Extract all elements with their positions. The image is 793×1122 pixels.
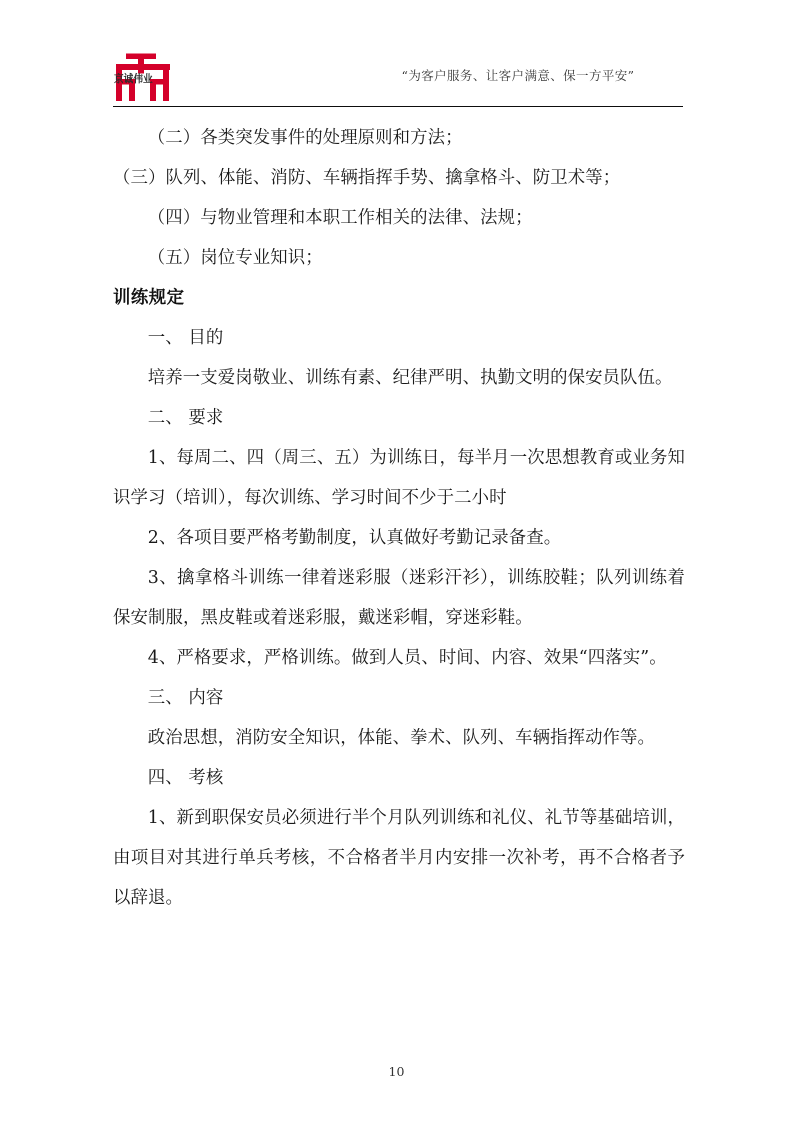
item-5: （五）岗位专业知识； [147, 248, 323, 268]
exam-1: 1、新到职保安员必须进行半个月队列训练和礼仪、礼节等基础培训，由项目对其进行单兵考核，不合格者半月内安排一次补考，再不合格者予以辞退。 [113, 808, 685, 908]
sub-3-body: 政治思想，消防安全知识，体能、拳术、队列、车辆指挥动作等。 [147, 728, 656, 748]
item-2: （二）各类突发事件的处理原则和方法； [147, 128, 463, 148]
item-3: （三）队列、体能、消防、车辆指挥手势、擒拿格斗、防卫术等； [113, 168, 621, 188]
sub-2-title: 二、 要求 [147, 408, 224, 428]
sub-3-title: 三、 内容 [147, 688, 224, 708]
req-2: 2、各项目要严格考勤制度，认真做好考勤记录备查。 [147, 528, 562, 548]
section-heading: 训练规定 [113, 288, 185, 308]
header-divider [113, 106, 683, 107]
page-header [113, 52, 683, 104]
page-number: 10 [388, 1064, 405, 1079]
company-name-text: 京诚伟业 [114, 73, 153, 85]
sub-4-title: 四、 考核 [147, 768, 224, 788]
company-logo [113, 52, 175, 102]
req-1: 1、每周二、四（周三、五）为训练日，每半月一次思想教育或业务知识学习（培训），每次训练、学习时间不少于二小时 [113, 448, 685, 508]
req-4: 4、严格要求，严格训练。做到人员、时间、内容、效果“四落实”。 [147, 648, 667, 668]
sub-1-body: 培养一支爱岗敬业、训练有素、纪律严明、执勤文明的保安员队伍。 [147, 368, 673, 388]
sub-1-title: 一、 目的 [147, 328, 224, 348]
document-body [113, 118, 685, 918]
company-slogan: “为客户服务、让客户满意、保一方平安” [401, 68, 635, 83]
req-3: 3、擒拿格斗训练一律着迷彩服（迷彩汗衫），训练胶鞋；队列训练着保安制服，黑皮鞋或着迷彩服，戴迷彩帽，穿迷彩鞋。 [113, 568, 685, 628]
item-4: （四）与物业管理和本职工作相关的法律、法规； [147, 208, 533, 228]
